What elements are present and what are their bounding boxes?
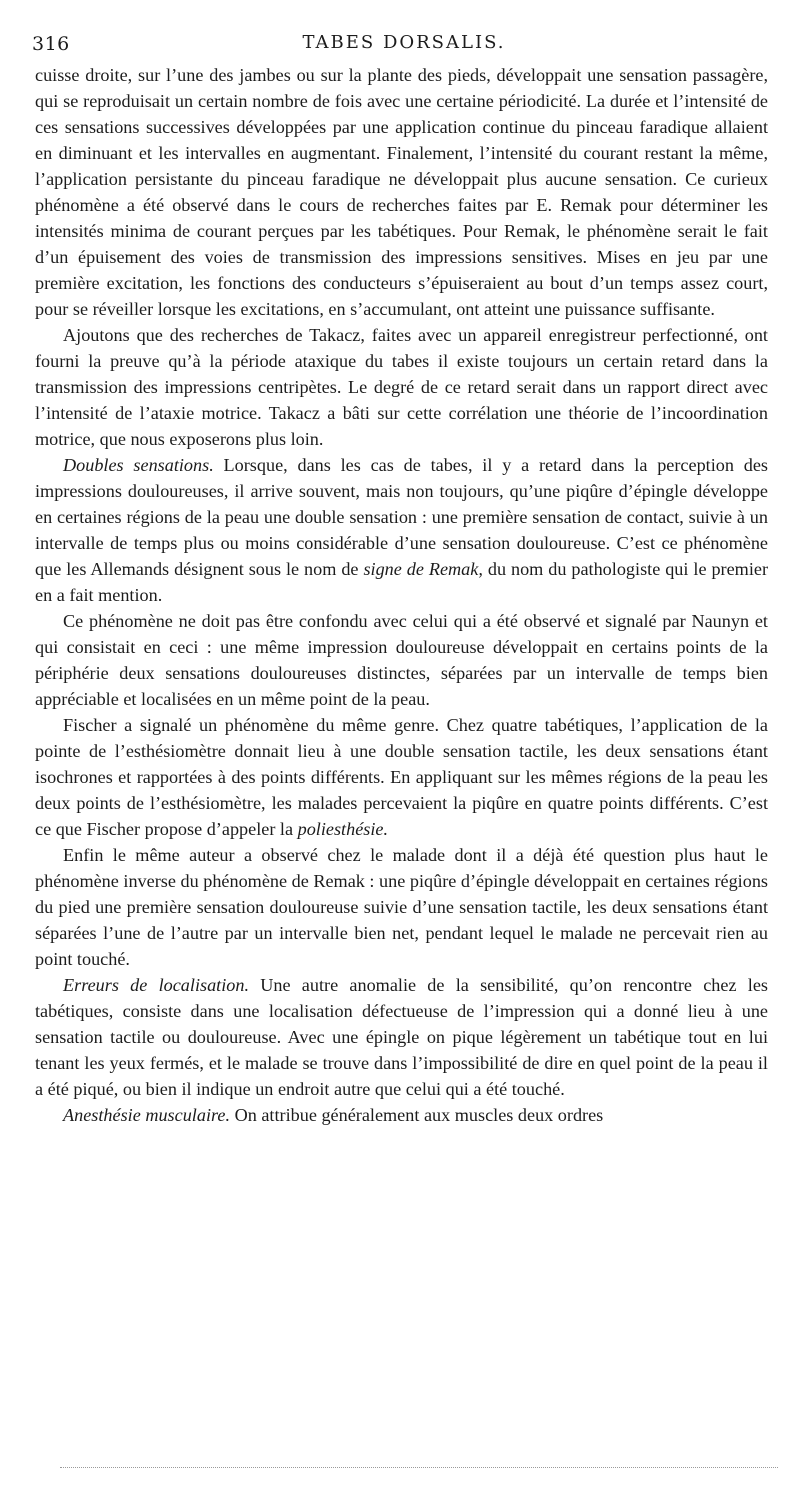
paragraph-text: Ce phénomène ne doit pas être confondu avec celui qui a été observé et signalé par Naunyn et qui consistait en ceci : une même impression douloureuse développait en certains points de la périphérie deux sensations douloureuses distinctes, séparées par un intervalle de temps bien appréciable et localisées en un même point de la peau. [35, 611, 768, 709]
paragraph-erreurs-localisation [35, 972, 768, 1102]
paragraph-anesthesie-musculaire [35, 1102, 768, 1128]
running-head [32, 0, 768, 60]
italic-term: poliesthésie. [297, 819, 389, 839]
paragraph-phenomene-inverse [35, 842, 768, 972]
paragraph-naunyn [35, 608, 768, 712]
paragraph-text: cuisse droite, sur l’une des jambes ou sur la plante des pieds, développait une sensation passagère, qui se reproduisait un certain nombre de fois avec une certaine périodicité. La durée et l’intensité de ces sensations successives développées par une application continue du pinceau faradique allaient en diminuant et les intervalles en augmentant. Finalement, l’intensité du courant restant la même, l’application persistante du pinceau faradique ne développait plus aucune sensation. Ce curieux phénomène a été observé dans le cours de recherches faites par E. Remak pour déterminer les intensités minima de courant perçues par les tabétiques. Pour Remak, le phénomène serait le fait d’un épuisement des voies de transmission des impressions sensitives. Mises en jeu par une première excitation, les fonctions des conducteurs s’épuiseraient au bout d’un temps assez court, pour se réveiller lorsque les excitations, en s’accumulant, ont atteint une puissance suffisante. [35, 65, 768, 319]
section-lead: Doubles sensations. [63, 455, 214, 475]
page-number: 316 [32, 33, 70, 55]
paragraph-text: Fischer a signalé un phénomène du même genre. Chez quatre tabétiques, l’application de la pointe de l’esthésiomètre donnait lieu à une double sensation tactile, les deux sensations étant isochrones et rapportées à des points différents. En appliquant sur les mêmes régions de la peau les deux points de l’esthésiomètre, les malades percevaient la piqûre en quatre points différents. C’est ce que Fischer propose d’appeler la [35, 715, 768, 839]
section-lead: Erreurs de localisation. [63, 975, 250, 995]
paragraph-text: On attribue généralement aux muscles deux ordres [230, 1105, 604, 1125]
paragraph-text-after: du nom du pathologiste qui le premier en a fait mention. [35, 559, 768, 605]
book-page [32, 0, 768, 1504]
paragraph-fischer [35, 712, 768, 842]
paragraph-text: Ajoutons que des recherches de Takacz, faites avec un appareil enregistreur perfectionné, ont fourni la preuve qu’à la période ataxique du tabes il existe toujours un certain retard dans la transmission des impressions centripètes. Le degré de ce retard serait dans un rapport direct avec l’intensité de l’ataxie motrice. Takacz a bâti sur cette corrélation une théorie de l’incoordination motrice, que nous exposerons plus loin. [35, 325, 768, 449]
paragraph-text: Une autre anomalie de la sensibilité, qu’on rencontre chez les tabétiques, consiste dans une localisation défectueuse de l’impression qui a donné lieu à une sensation tactile ou douloureuse. Avec une épingle on pique légèrement un tabétique tout en lui tenant les yeux fermés, et le malade se trouve dans l’impossibilité de dire en quel point de la peau il a été piqué, ou bien il indique un endroit autre que celui qui a été touché. [35, 975, 768, 1099]
paragraph-continuation [35, 62, 768, 322]
paragraph-text: Enfin le même auteur a observé chez le malade dont il a déjà été question plus haut le phénomène inverse du phénomène de Remak : une piqûre d’épingle développait en certaines régions du pied une première sensation douloureuse suivie d’une sensation tactile, les deux sensations étant séparées l’une de l’autre par un intervalle bien net, pendant lequel le malade ne percevait rien au point touché. [35, 845, 768, 969]
italic-term: signe de Remak, [363, 559, 483, 579]
running-title: TABES DORSALIS. [302, 32, 506, 53]
section-lead: Anesthésie musculaire. [63, 1105, 231, 1125]
body-text [35, 62, 768, 1128]
paragraph-text: Lorsque, dans les cas de tabes, il y a retard dans la perception des impressions douloureuses, il arrive souvent, mais non toujours, qu’une piqûre d’épingle développe en certaines régions de la peau une double sensation : une première sensation de contact, suivie à un intervalle de temps plus ou moins considérable d’une sensation douloureuse. C’est ce phénomène que les Allemands désignent sous le nom de [35, 455, 768, 579]
footer-dotted-rule [60, 1467, 778, 1468]
paragraph-doubles-sensations [35, 452, 768, 608]
paragraph-takacz [35, 322, 768, 452]
